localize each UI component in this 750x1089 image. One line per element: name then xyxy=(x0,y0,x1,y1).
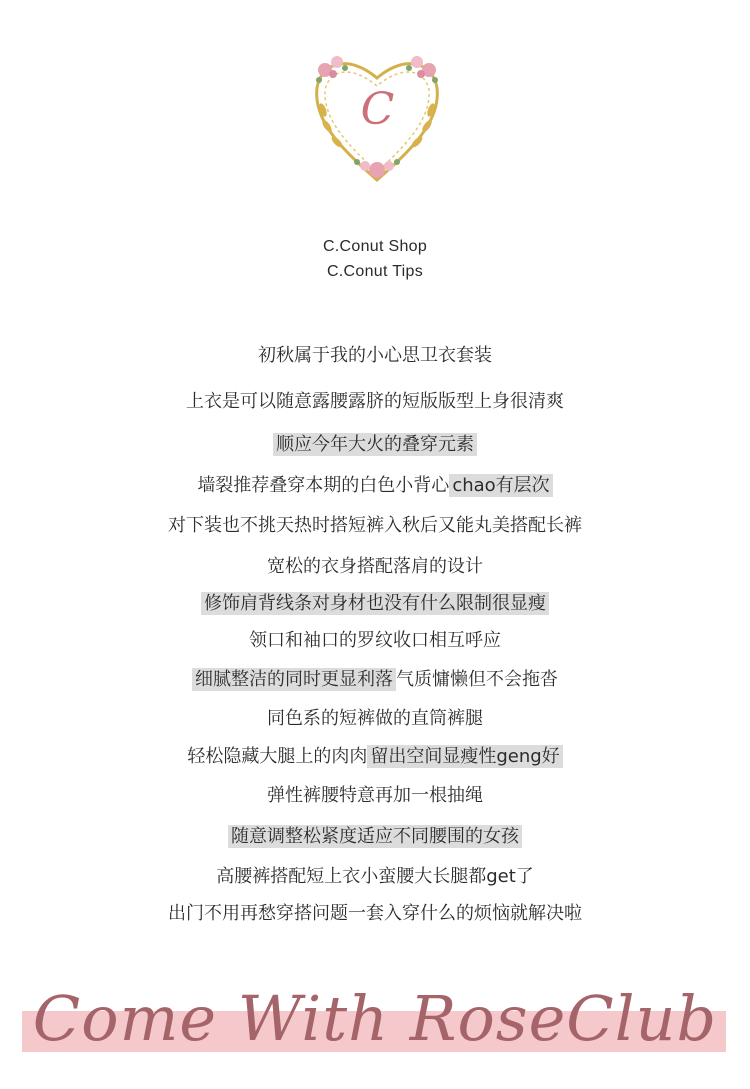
shop-name: C.Conut Shop xyxy=(322,238,428,255)
tip-line: 出门不用再愁穿搭问题一套入穿什么的烦恼就解决啦 xyxy=(168,903,582,924)
tip-line: 高腰裤搭配短上衣小蛮腰大长腿都get了 xyxy=(216,866,534,887)
tip-line: 弹性裤腰特意再加一根抽绳 xyxy=(267,785,483,806)
tip-line: 同色系的短裤做的直筒裤腿 xyxy=(267,708,483,729)
tip-line: 上衣是可以随意露腰露脐的短版版型上身很清爽 xyxy=(186,391,564,412)
tip-line: 对下装也不挑天热时搭短裤入秋后又能丸美搭配长裤 xyxy=(168,515,582,536)
footer-slogan: Come With RoseClub xyxy=(32,982,718,1055)
tip-line: 轻松隐藏大腿上的肉肉 留出空间显瘦性geng好 xyxy=(0,744,750,770)
tip-line: 初秋属于我的小心思卫衣套装 xyxy=(258,345,492,366)
tip-line: 修饰肩背线条对身材也没有什么限制很显瘦 xyxy=(0,591,750,617)
logo-letter: C xyxy=(360,84,395,135)
tip-line: 随意调整松紧度适应不同腰围的女孩 xyxy=(0,824,750,850)
tip-line: 细腻整洁的同时更显利落 气质慵懒但不会拖沓 xyxy=(0,667,750,693)
tip-line: 墙裂推荐叠穿本期的白色小背心 chao有层次 xyxy=(0,473,750,499)
tips-title: C.Conut Tips xyxy=(326,263,424,280)
tip-line: 顺应今年大火的叠穿元素 xyxy=(0,432,750,458)
tip-line: 领口和袖口的罗纹收口相互呼应 xyxy=(249,630,501,651)
tip-line: 宽松的衣身搭配落肩的设计 xyxy=(267,556,483,577)
